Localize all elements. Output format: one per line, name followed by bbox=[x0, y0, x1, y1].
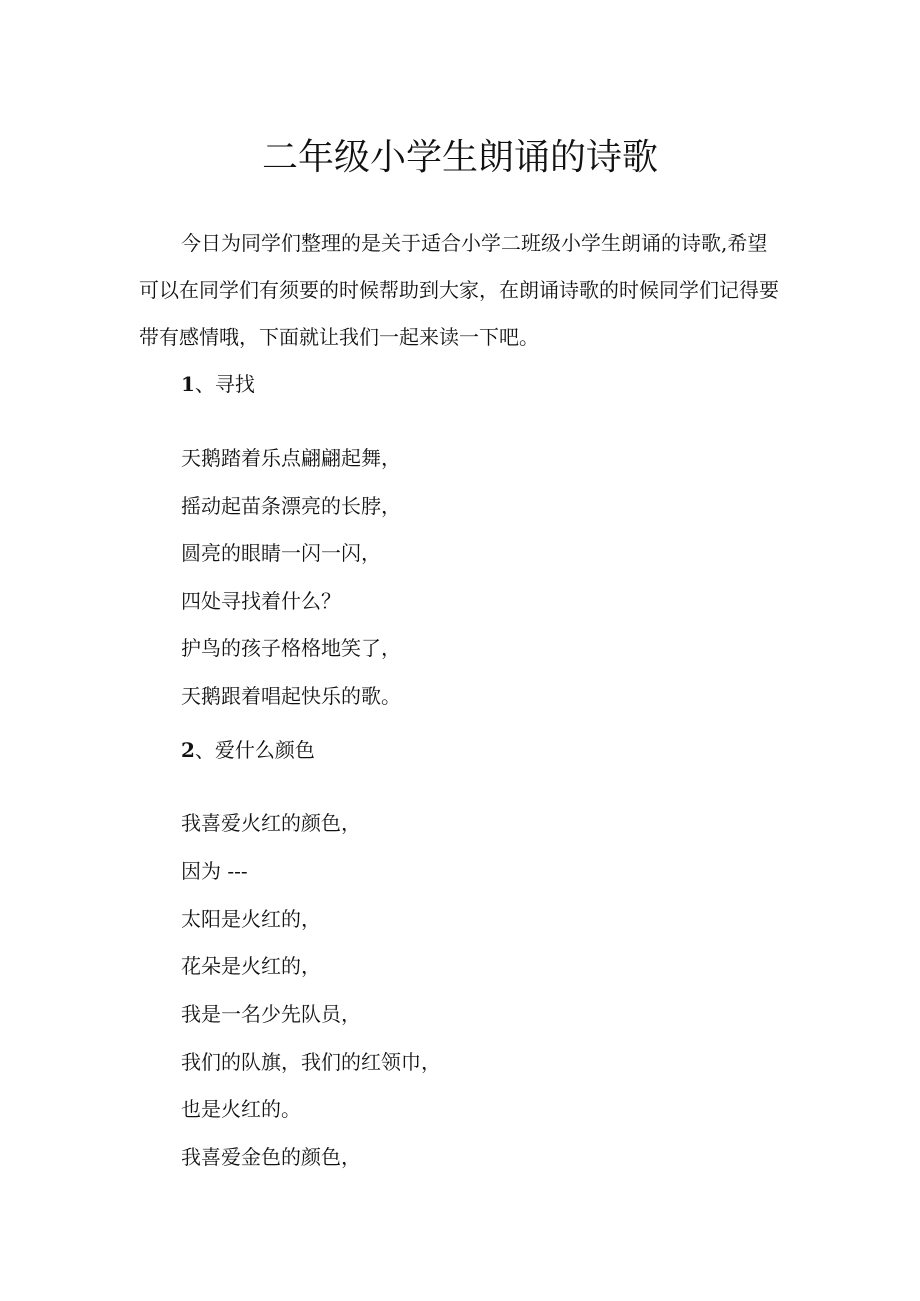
intro-line: 带有感情哦，下面就让我们一起来读一下吧。 bbox=[139, 325, 539, 349]
poem-line: 摇动起苗条漂亮的长脖， bbox=[181, 494, 401, 518]
poem-name: 爱什么颜色 bbox=[214, 738, 315, 762]
poem-name: 寻找 bbox=[214, 372, 255, 396]
poem-line: 圆亮的眼睛一闪一闪， bbox=[181, 541, 381, 565]
poem-heading bbox=[181, 735, 315, 765]
poem-line: 天鹅跟着唱起快乐的歌。 bbox=[181, 684, 401, 708]
intro-line: 今日为同学们整理的是关于适合小学二班级小学生朗诵的诗歌,希望 bbox=[181, 231, 768, 255]
poem-line: 花朵是火红的， bbox=[181, 954, 321, 978]
poem-number: 1 bbox=[181, 372, 195, 396]
poem-line: 我是一名少先队员， bbox=[181, 1002, 361, 1026]
poem-heading bbox=[181, 369, 255, 399]
poem-line: 我喜爱金色的颜色， bbox=[181, 1145, 361, 1169]
poem-line: 太阳是火红的， bbox=[181, 907, 321, 931]
poem-line: 因为 --- bbox=[181, 859, 248, 883]
poem-separator: 、 bbox=[194, 738, 215, 762]
document-title: 二年级小学生朗诵的诗歌 bbox=[261, 137, 658, 178]
intro-line: 可以在同学们有须要的时候帮助到大家，在朗诵诗歌的时候同学们记得要 bbox=[139, 278, 779, 302]
poem-line: 我们的队旗，我们的红领巾， bbox=[181, 1050, 441, 1074]
poem-line: 也是火红的。 bbox=[181, 1097, 301, 1121]
poem-line: 护鸟的孩子格格地笑了， bbox=[181, 636, 401, 660]
poem-line: 天鹅踏着乐点翩翩起舞， bbox=[181, 446, 401, 470]
intro-paragraph bbox=[139, 220, 785, 361]
poem-line: 我喜爱火红的颜色， bbox=[181, 811, 361, 835]
poem-line: 四处寻找着什么？ bbox=[181, 589, 341, 613]
poem-number: 2 bbox=[181, 738, 195, 762]
poem-separator: 、 bbox=[194, 372, 215, 396]
